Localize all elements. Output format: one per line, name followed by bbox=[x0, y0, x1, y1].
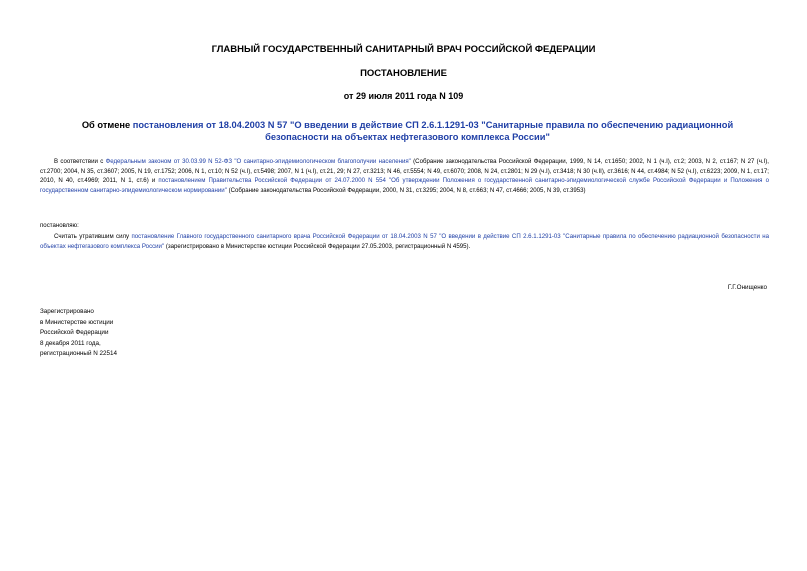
repealed-decree-link[interactable]: постановление Главного государственного санитарного врача Российской Федерации от 18.04.2003 N 57 "О введении в действие СП 2.6.1.1291-03 "Санитарные правила по обеспечению радиационной безопасности на объектах нефтегазового комплекса России" bbox=[40, 233, 770, 250]
operative-text-2: (зарегистрировано в Министерстве юстиции Российской Федерации 27.05.2003, регистрационный N 4595). bbox=[164, 242, 471, 250]
registration-line-5: регистрационный N 22514 bbox=[40, 350, 118, 357]
registration-block bbox=[40, 307, 117, 360]
issuing-authority: ГЛАВНЫЙ ГОСУДАРСТВЕННЫЙ САНИТАРНЫЙ ВРАЧ РОССИЙСКОЙ ФЕДЕРАЦИИ bbox=[211, 44, 596, 55]
operative-paragraph bbox=[40, 232, 769, 251]
subject-link[interactable]: постановления от 18.04.2003 N 57 "О введении в действие СП 2.6.1.1291-03 "Санитарные правила по обеспечению радиационной безопасности на объектах нефтегазового комплекса России" bbox=[132, 120, 734, 142]
document-type: ПОСТАНОВЛЕНИЕ bbox=[360, 68, 447, 79]
registration-line-4: 8 декабря 2011 года, bbox=[40, 339, 101, 347]
preamble-text-2: (Собрание законодательства Российской Федерации, 1999, N 14, ст.1650; 2002, N 1 (ч.I), ст.2; 2003, N 2, ст.167; N 27 (ч.I), ст.2700; 2004, N 35, ст.3607; 2005, N 19, ст.1752; 2006, N 1, ст.10; N 52 (ч.I), ст.5498; 2007, N 1 (ч.I), ст.21, 29; N 27, ст.3213; N 46, ст.5554; N 49, ст.6070; 2008, N 24, ст.2801; N 29 (ч.I), ст.3418; N 30 (ч.II), ст.3616; N 44, ст.4984; N 52 (ч.I), ст.6223; 2009, N 1, ст.17; 2010, N 40, ст.4969; 2011, N 1, ст.6) и bbox=[40, 158, 769, 185]
preamble-text-1: В соответствии с bbox=[54, 158, 106, 165]
document-subject bbox=[55, 119, 760, 143]
registration-line-3: Российской Федерации bbox=[40, 329, 109, 336]
federal-law-link[interactable]: Федеральным законом от 30.03.99 N 52-ФЗ "О санитарно-эпидемиологическом благополучии населения" bbox=[105, 158, 411, 165]
registration-line-1: Зарегистрировано bbox=[40, 308, 94, 315]
registration-line-2: в Министерстве юстиции bbox=[40, 318, 114, 326]
subject-prefix: Об отмене bbox=[81, 120, 133, 130]
preamble-paragraph bbox=[40, 157, 769, 195]
operative-text-1: Считать утратившим силу bbox=[54, 233, 132, 240]
signature: Г.Г.Онищенко bbox=[727, 284, 767, 291]
preamble-text-3: (Собрание законодательства Российской Федерации, 2000, N 31, ст.3295; 2004, N 8, ст.663; N 47, ст.4666; 2005, N 39, ст.3953) bbox=[226, 186, 586, 194]
government-decree-link[interactable]: постановлением Правительства Российской Федерации от 24.07.2000 N 554 "Об утверждении Положения о государственной санитарно-эпидемиологической службе Российской Федерации и Положения о государственном санитарно-эпидемиологическом нормировании" bbox=[40, 177, 770, 194]
resolution-word: постановляю: bbox=[40, 222, 79, 229]
document-date-number: от 29 июля 2011 года N 109 bbox=[343, 91, 464, 101]
